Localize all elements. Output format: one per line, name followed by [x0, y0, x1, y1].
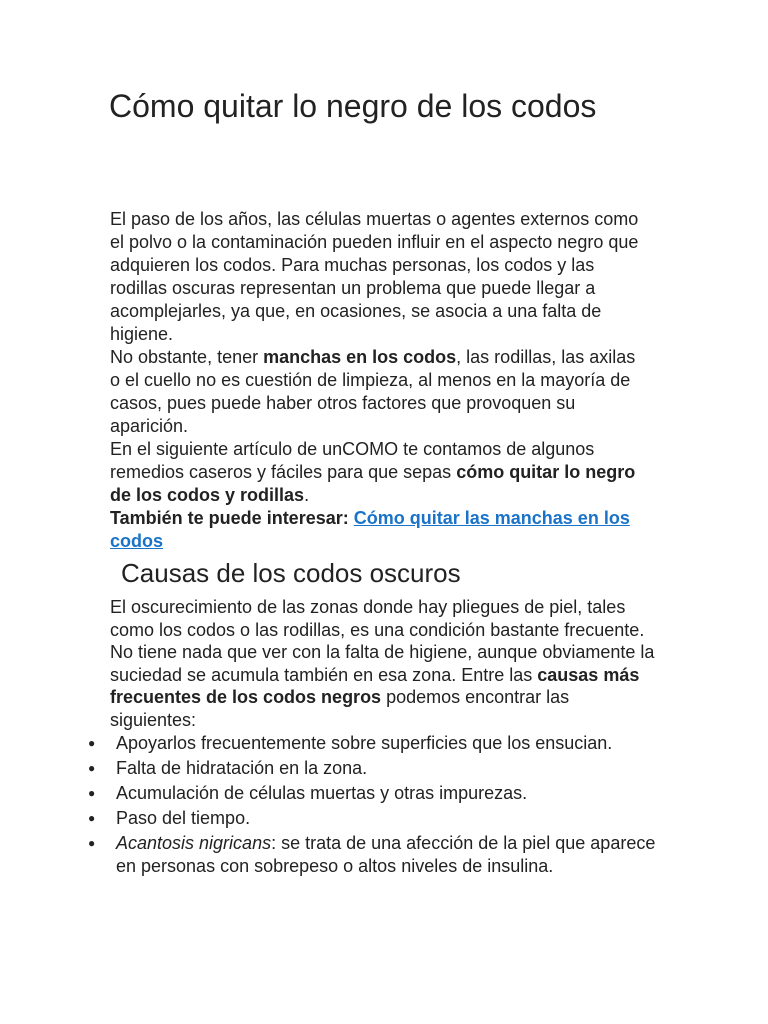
- related-article: [110, 507, 650, 553]
- bullet-icon: ●: [88, 786, 96, 800]
- list-item: [88, 832, 668, 878]
- intro-p2-bold: manchas en los codos: [263, 347, 457, 367]
- list-item-text: Falta de hidratación en la zona.: [116, 758, 368, 778]
- list-item: [88, 732, 668, 755]
- causes-intro-end: podemos encontrar las siguientes:: [110, 687, 570, 730]
- bullet-icon: ●: [88, 736, 96, 750]
- bullet-icon: ●: [88, 836, 96, 850]
- causes-intro-bold: causas más frecuentes de los codos negros: [110, 664, 640, 707]
- list-item-text: Apoyarlos frecuentemente sobre superficies que los ensucian.: [116, 733, 613, 753]
- intro-paragraph-1: El paso de los años, las células muertas o agentes externos como el polvo o la contaminación pueden influir en el aspecto negro que adquieren los codos. Para muchas personas, los codos y las rodillas oscuras representan un problema que puede llegar a acomplejarles, ya que, en ocasiones, se asocia a una falta de higiene.: [110, 209, 639, 344]
- related-label: También te puede interesar:: [110, 508, 349, 528]
- bullet-icon: ●: [88, 811, 96, 825]
- list-item-text: Acumulación de células muertas y otras impurezas.: [116, 783, 528, 803]
- bullet-icon: ●: [88, 761, 96, 775]
- related-article-link[interactable]: Cómo quitar las manchas en los codos: [110, 508, 630, 551]
- intro-paragraph-2: [110, 346, 650, 438]
- list-item-text: : se trata de una afección de la piel que aparece en personas con sobrepeso o altos niveles de insulina.: [116, 833, 656, 876]
- intro-p3-text-start: En el siguiente artículo de unCOMO te contamos de algunos remedios caseros y fáciles para que sepas: [110, 439, 595, 482]
- section-heading: Causas de los codos oscuros: [121, 558, 461, 588]
- list-item: [88, 757, 668, 780]
- intro-p2-text-start: No obstante, tener: [110, 347, 264, 367]
- page-title: Cómo quitar lo negro de los codos: [109, 88, 597, 124]
- list-item: [88, 782, 668, 805]
- causes-intro-paragraph: [110, 596, 660, 731]
- intro-p3-bold: cómo quitar lo negro de los codos y rodillas: [110, 462, 636, 505]
- intro-section: [110, 208, 650, 553]
- intro-p2-text-end: , las rodillas, las axilas o el cuello no es cuestión de limpieza, al menos en la mayoría de casos, pues puede haber otros factores que provoquen su aparición.: [110, 347, 636, 436]
- causes-intro-start: El oscurecimiento de las zonas donde hay pliegues de piel, tales como los codos o las rodillas, es una condición bastante frecuente. No tiene nada que ver con la falta de higiene, aunque obviamente la suciedad se acumula también en esa zona. Entre las: [110, 597, 655, 685]
- list-item-text: Paso del tiempo.: [116, 808, 251, 828]
- intro-p3-text-end: .: [304, 485, 310, 505]
- intro-paragraph-3: [110, 438, 650, 507]
- causes-list: [88, 732, 668, 880]
- list-item-italic: Acantosis nigricans: [116, 833, 272, 853]
- list-item: [88, 807, 668, 830]
